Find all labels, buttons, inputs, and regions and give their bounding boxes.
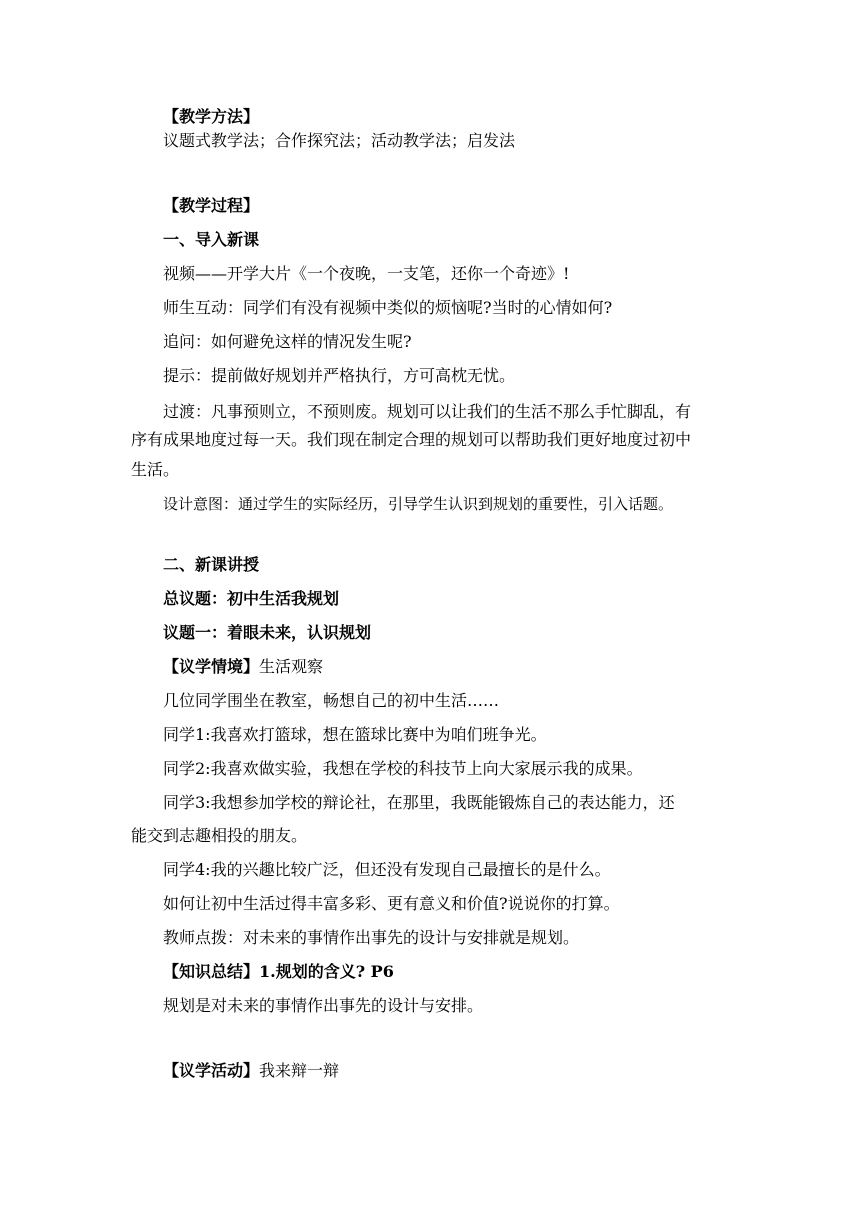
student3-statement-line: 能交到志趣相投的朋友。 [131,826,308,845]
section1-title: 一、导入新课 [163,230,260,249]
student3-statement-line: 同学3:我想参加学校的辩论社，在那里，我既能锻炼自己的表达能力，还 [163,793,675,812]
intro-interaction: 师生互动：同学们有没有视频中类似的烦恼呢?当时的心情如何? [163,298,613,317]
intro-follow-up: 追问：如何避免这样的情况发生呢? [163,332,412,351]
learning-activity [163,1061,339,1081]
transition-line: 过渡：凡事预则立，不预则废。规划可以让我们的生活不那么手忙脚乱，有 [163,402,692,421]
transition-line: 生活。 [131,460,180,479]
activity-text: 我来辩一辩 [259,1061,340,1080]
intro-hint: 提示：提前做好规划并严格执行，方可高枕无忧。 [163,366,516,385]
design-intent: 设计意图：通过学生的实际经历，引导学生认识到规划的重要性，引入话题。 [163,495,674,513]
student4-statement: 同学4:我的兴趣比较广泛，但还没有发现自己最擅长的是什么。 [163,860,611,879]
knowledge-label: 【知识总结】 [163,962,260,981]
transition-line: 序有成果地度过每一天。我们现在制定合理的规划可以帮助我们更好地度过初中 [131,430,692,449]
teaching-process-heading: 【教学过程】 [163,196,260,215]
teaching-method-heading: 【教学方法】 [163,107,260,126]
situation [163,657,323,677]
situation-label: 【议学情境】 [163,657,260,676]
teaching-method-content: 议题式教学法；合作探究法；活动教学法；启发法 [163,131,516,150]
student2-statement: 同学2:我喜欢做实验，我想在学校的科技节上向大家展示我的成果。 [163,759,643,778]
intro-video: 视频——开学大片《一个夜晚，一支笔，还你一个奇迹》! [163,264,570,283]
section2-title: 二、新课讲授 [163,555,260,574]
knowledge-question: 1.规划的含义? P6 [259,962,394,981]
situation-text: 生活观察 [259,657,324,676]
knowledge-answer: 规划是对未来的事情作出事先的设计与安排。 [163,996,484,1015]
teacher-guidance: 教师点拨：对未来的事情作出事先的设计与安排就是规划。 [163,928,580,947]
scene-description: 几位同学围坐在教室，畅想自己的初中生活…… [163,691,500,710]
student1-statement: 同学1:我喜欢打篮球，想在篮球比赛中为咱们班争光。 [163,725,547,744]
knowledge-summary [163,962,394,982]
activity-label: 【议学活动】 [163,1061,260,1080]
topic1-title: 议题一：着眼未来，认识规划 [163,623,372,642]
main-topic: 总议题：初中生活我规划 [163,589,340,608]
discussion-question: 如何让初中生活过得丰富多彩、更有意义和价值?说说你的打算。 [163,894,620,913]
